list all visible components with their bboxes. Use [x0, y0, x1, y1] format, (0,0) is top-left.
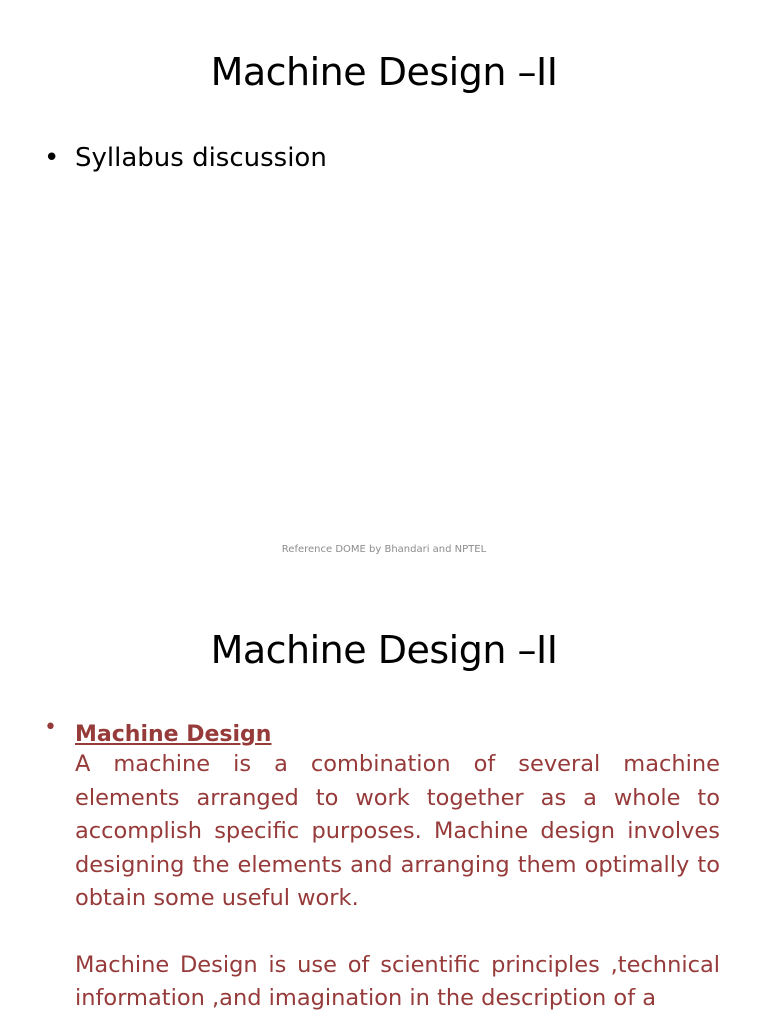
machine-design-heading: Machine Design [75, 722, 272, 747]
bullet-content [75, 718, 720, 1016]
bullet-icon: • [44, 143, 60, 173]
slide-2 [0, 576, 768, 1024]
slide-1-title: Machine Design –II [210, 50, 558, 94]
syllabus-discussion-text: Syllabus discussion [75, 143, 327, 173]
reference-footer: Reference DOME by Bhandari and NPTEL [281, 544, 487, 555]
description-paragraph: Machine Design is use of scientific principles ,technical information ,and imagination in the description of a [75, 951, 720, 1011]
slide-2-title: Machine Design –II [210, 628, 558, 672]
bullet-icon: • [44, 715, 57, 740]
definition-paragraph: A machine is a combination of several machine elements arranged to work together as a whole to accomplish specific purposes. Machine design involves designing the elements and arranging them optimally to obtain some useful work. [75, 751, 720, 911]
slide-1-bullet-item [44, 143, 720, 173]
slide-2-bullet-item [44, 715, 720, 1016]
paragraph-spacer [75, 916, 720, 949]
